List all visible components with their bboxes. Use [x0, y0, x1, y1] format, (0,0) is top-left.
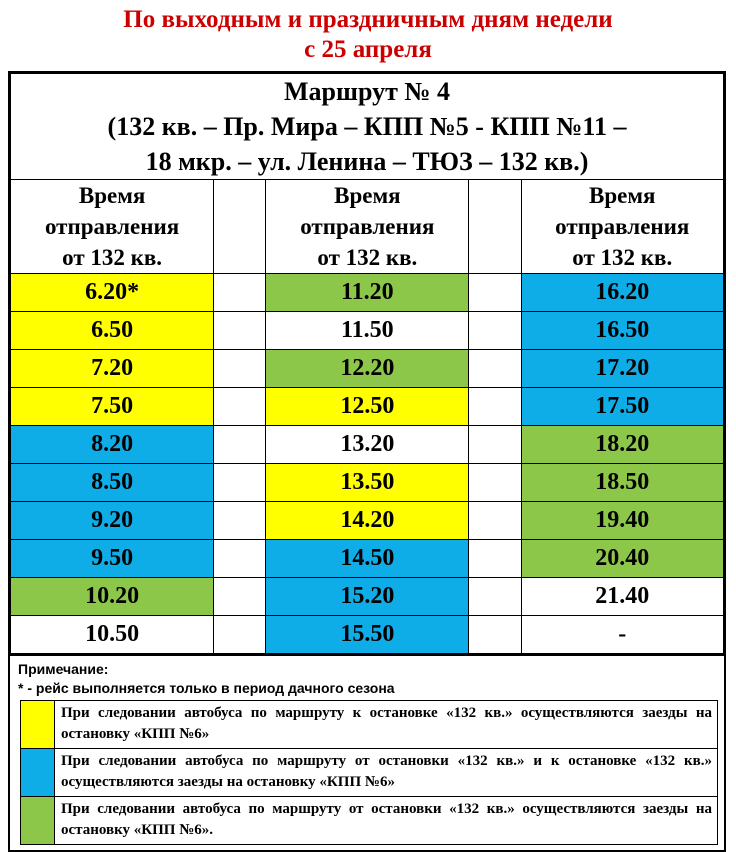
column-header-1-line1: Время — [78, 183, 146, 208]
notes-title: Примечание: — [18, 661, 109, 677]
spacer-column-header-2 — [469, 180, 521, 274]
spacer-column-header-1 — [214, 180, 266, 274]
column-header-2 — [266, 180, 469, 274]
departure-time-cell: 7.50 — [11, 388, 214, 426]
departure-time-cell: - — [521, 616, 724, 654]
column-header-2-line3: от 132 кв. — [317, 245, 418, 270]
departure-time-cell: 17.20 — [521, 350, 724, 388]
departure-time-cell: 12.50 — [266, 388, 469, 426]
departure-time-cell: 8.50 — [11, 464, 214, 502]
spacer-cell — [214, 350, 266, 388]
departure-time-cell: 11.20 — [266, 274, 469, 312]
departure-time-cell: 21.40 — [521, 578, 724, 616]
spacer-cell — [214, 616, 266, 654]
departure-time-cell: 6.50 — [11, 312, 214, 350]
spacer-cell — [469, 502, 521, 540]
table-row — [11, 426, 724, 464]
departure-time-cell: 16.20 — [521, 274, 724, 312]
spacer-cell — [469, 540, 521, 578]
schedule-table — [10, 73, 724, 654]
departure-time-cell: 11.50 — [266, 312, 469, 350]
spacer-cell — [214, 274, 266, 312]
schedule-table-container — [8, 71, 726, 656]
column-header-row — [11, 180, 724, 274]
legend-table — [20, 700, 718, 845]
table-row — [11, 464, 724, 502]
departure-time-cell: 15.50 — [266, 616, 469, 654]
spacer-cell — [214, 464, 266, 502]
table-row — [11, 274, 724, 312]
spacer-cell — [469, 388, 521, 426]
spacer-cell — [214, 388, 266, 426]
spacer-cell — [214, 540, 266, 578]
column-header-1-line3: от 132 кв. — [62, 245, 163, 270]
departure-time-rows — [11, 274, 724, 654]
departure-time-cell: 20.40 — [521, 540, 724, 578]
legend-description: При следовании автобуса по маршруту к остановке «132 кв.» осуществляются заезды на остановку «КПП №6» — [55, 701, 718, 749]
legend-description: При следовании автобуса по маршруту от остановки «132 кв.» и к остановке «132 кв.» осуществляются заезды на остановку «КПП №6» — [55, 749, 718, 797]
table-row — [11, 578, 724, 616]
departure-time-cell: 9.50 — [11, 540, 214, 578]
column-header-2-line2: отправления — [300, 214, 435, 239]
notes-block — [8, 656, 726, 852]
route-path-line2: 18 мкр. – ул. Ленина – ТЮЗ – 132 кв.) — [145, 147, 589, 176]
spacer-cell — [469, 426, 521, 464]
column-header-3-line3: от 132 кв. — [572, 245, 673, 270]
poster-heading-line1: По выходным и праздничным дням недели — [123, 6, 613, 33]
table-row — [11, 350, 724, 388]
departure-time-cell: 17.50 — [521, 388, 724, 426]
spacer-cell — [469, 616, 521, 654]
spacer-cell — [214, 578, 266, 616]
spacer-cell — [469, 350, 521, 388]
column-header-3-line1: Время — [589, 183, 656, 208]
departure-time-cell: 12.20 — [266, 350, 469, 388]
route-title-cell — [11, 74, 724, 180]
route-title-row — [11, 74, 724, 180]
departure-time-cell: 18.20 — [521, 426, 724, 464]
departure-time-cell: 9.20 — [11, 502, 214, 540]
departure-time-cell: 10.20 — [11, 578, 214, 616]
legend-color-swatch — [21, 701, 55, 749]
poster-heading-line2: с 25 апреля — [304, 36, 432, 63]
legend-color-swatch — [21, 797, 55, 845]
column-header-3 — [521, 180, 724, 274]
departure-time-cell: 7.20 — [11, 350, 214, 388]
legend-row — [21, 749, 718, 797]
spacer-cell — [469, 578, 521, 616]
departure-time-cell: 18.50 — [521, 464, 724, 502]
column-header-1-line2: отправления — [44, 214, 180, 239]
departure-time-cell: 6.20* — [11, 274, 214, 312]
departure-time-cell: 16.50 — [521, 312, 724, 350]
table-row — [11, 312, 724, 350]
column-header-3-line2: отправления — [555, 214, 690, 239]
legend-color-swatch — [21, 749, 55, 797]
departure-time-cell: 15.20 — [266, 578, 469, 616]
spacer-cell — [469, 464, 521, 502]
departure-time-cell: 8.20 — [11, 426, 214, 464]
legend-description: При следовании автобуса по маршруту от остановки «132 кв.» осуществляются заезды на остановку «КПП №6». — [55, 797, 718, 845]
departure-time-cell: 10.50 — [11, 616, 214, 654]
table-row — [11, 388, 724, 426]
route-number: Маршрут № 4 — [284, 77, 450, 106]
column-header-1 — [11, 180, 214, 274]
table-row — [11, 616, 724, 654]
legend-row — [21, 701, 718, 749]
departure-time-cell: 13.50 — [266, 464, 469, 502]
spacer-cell — [469, 312, 521, 350]
spacer-cell — [469, 274, 521, 312]
notes-asterisk: * - рейс выполняется только в период дачного сезона — [18, 680, 395, 696]
spacer-cell — [214, 502, 266, 540]
route-path-line1: (132 кв. – Пр. Мира – КПП №5 - КПП №11 – — [107, 112, 627, 141]
departure-time-cell: 13.20 — [266, 426, 469, 464]
spacer-cell — [214, 426, 266, 464]
departure-time-cell: 19.40 — [521, 502, 724, 540]
table-row — [11, 502, 724, 540]
departure-time-cell: 14.50 — [266, 540, 469, 578]
departure-time-cell: 14.20 — [266, 502, 469, 540]
column-header-2-line1: Время — [334, 183, 401, 208]
legend-row — [21, 797, 718, 845]
spacer-cell — [214, 312, 266, 350]
table-row — [11, 540, 724, 578]
